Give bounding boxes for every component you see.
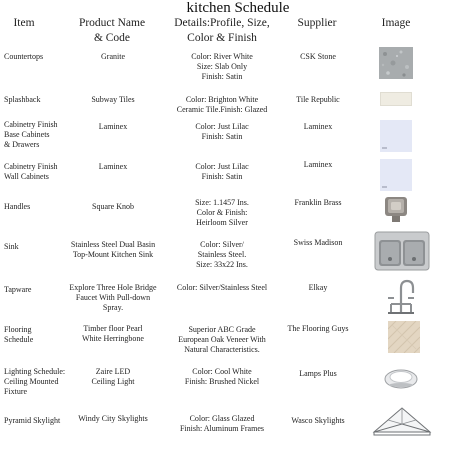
product-line: Top-Mount Kitchen Sink [72,250,154,259]
product-cell [62,162,164,172]
supplier-cell [280,238,356,248]
details-line: Color: Silver/ [200,240,244,249]
details-cell [168,122,276,142]
product-cell [62,202,164,212]
details-line: European Oak Veneer With [178,335,266,344]
details-cell [168,414,276,434]
item-cell [4,325,70,345]
product-line: White Herringbone [82,334,144,343]
details-line: Finish: Satin [201,72,243,81]
item-line: & Drawers [4,140,40,149]
header-product [66,16,158,46]
item-line: Splashback [4,95,41,104]
details-cell [168,198,276,228]
details-line: Superior ABC Grade [188,325,256,334]
details-cell [168,95,276,115]
header-image [376,16,416,31]
supplier-cell [280,160,356,170]
details-line: Heirloom Silver [196,218,248,227]
header-image-label: Image [381,17,411,29]
supplier-cell [280,95,356,105]
item-cell [4,285,70,295]
details-cell [168,52,276,82]
page-title: kitchen Schedule [186,0,290,16]
supplier-line: CSK Stone [300,52,336,61]
product-line: Windy City Skylights [78,414,148,423]
knob-photo-image [382,194,410,224]
supplier-line: Lamps Plus [299,369,337,378]
product-line: Granite [101,52,125,61]
granite-swatch-image [379,47,413,79]
product-line: Subway Tiles [91,95,135,104]
product-line: Laminex [98,122,128,131]
supplier-line: Elkay [308,283,328,292]
item-line: Ceiling Mounted [4,377,59,386]
details-line: Size: 1.1457 Ins. [195,198,249,207]
product-cell [62,414,164,424]
item-line: Cabinetry Finish [4,162,58,171]
details-line: Color: Cool White [192,367,252,376]
supplier-cell [280,324,356,334]
supplier-cell [280,122,356,132]
product-line: Explore Three Hole Bridge [69,283,157,292]
supplier-line: Laminex [303,122,333,131]
product-line: Zaire LED [95,367,131,376]
item-cell [4,162,70,182]
skylight-photo-image [370,404,434,438]
item-line: Base Cabinets [4,130,50,139]
details-cell [168,283,276,293]
supplier-line: Swiss Madison [293,238,343,247]
header-product-line2: & Code [93,32,131,44]
details-cell [168,240,276,270]
item-line: Cabinetry Finish [4,120,58,129]
item-cell [4,120,70,150]
laminate-swatch-image [380,120,412,152]
item-line: Flooring [4,325,32,334]
product-cell [62,122,164,132]
item-cell [4,202,70,212]
supplier-line: Tile Republic [296,95,340,104]
supplier-line: Franklin Brass [294,198,342,207]
details-line: Color & Finish: [196,208,248,217]
details-line: Finish: Satin [201,132,243,141]
faucet-photo-image [386,278,416,316]
supplier-cell [280,198,356,208]
item-cell [4,52,70,62]
item-cell [4,367,70,397]
header-product-line1: Product Name [78,17,146,29]
product-cell [62,52,164,62]
details-line: Size: 33x22 Ins. [196,260,248,269]
details-cell [168,162,276,182]
details-cell [168,367,276,387]
product-line: Stainless Steel Dual Basin [70,240,156,249]
details-line: Color: Glass Glazed [189,414,255,423]
oak-swatch-image [388,321,420,353]
product-line: Spray. [102,303,124,312]
item-line: Handles [4,202,31,211]
details-line: Color: Brighton White [185,95,259,104]
supplier-line: The Flooring Guys [287,324,349,333]
details-line: Finish: Satin [201,172,243,181]
item-cell [4,95,70,105]
header-supplier [290,16,344,31]
supplier-cell [280,52,356,62]
item-line: Schedule [4,335,34,344]
ceiling-light-photo-image [383,366,419,390]
product-cell [62,283,164,313]
item-line: Sink [4,242,19,251]
sink-photo-image [374,228,430,274]
header-item-label: Item [13,17,35,29]
item-cell [4,242,70,252]
header-details-line1: Details:Profile, Size, [174,17,270,29]
item-cell [4,416,70,426]
item-line: Tapware [4,285,32,294]
tile-swatch-image [380,92,412,106]
details-line: Finish: Aluminum Frames [179,424,264,433]
product-line: Faucet With Pull-down [75,293,151,302]
item-line: Lighting Schedule: [4,367,66,376]
details-line: Size: Slab Only [196,62,248,71]
product-cell [62,367,164,387]
supplier-line: Laminex [303,160,333,169]
details-line: Color: Silver/Stainless Steel [176,283,268,292]
product-line: Square Knob [92,202,134,211]
product-cell [62,240,164,260]
details-line: Ceramic Tile.Finish: Glazed [176,105,268,114]
item-line: Countertops [4,52,44,61]
laminate-swatch-image [380,159,412,191]
details-line: Stainless Steel. [197,250,247,259]
details-line: Color: Just Lilac [195,162,249,171]
product-cell [62,324,164,344]
item-line: Pyramid Skylight [4,416,61,425]
supplier-line: Wasco Skylights [291,416,345,425]
header-supplier-label: Supplier [297,17,337,29]
details-line: Color: River White [191,52,253,61]
supplier-cell [280,416,356,426]
product-line: Ceiling Light [91,377,135,386]
supplier-cell [280,283,356,293]
header-item [4,16,44,31]
details-line: Finish: Brushed Nickel [184,377,260,386]
product-line: Timber floor Pearl [83,324,143,333]
supplier-cell [280,369,356,379]
product-line: Laminex [98,162,128,171]
item-line: Fixture [4,387,28,396]
details-line: Natural Characteristics. [184,345,260,354]
product-cell [62,95,164,105]
details-line: Color: Just Lilac [195,122,249,131]
header-details [166,16,278,46]
item-line: Wall Cabinets [4,172,49,181]
header-details-line2: Color & Finish [187,32,257,44]
details-cell [168,325,276,355]
